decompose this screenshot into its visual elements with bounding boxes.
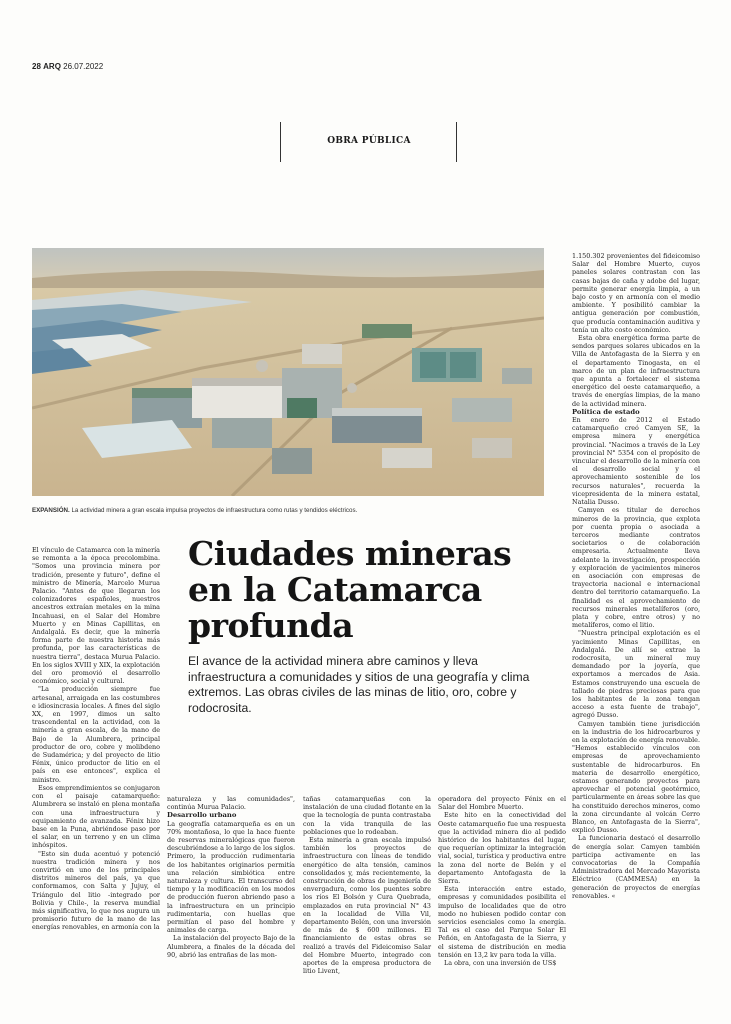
- paragraph: La geografía catamarqueña es en un 70% montañosa, lo que la hace fuente de reservas mineralógicas que fueron descubriéndose a lo largo de los siglos. Primero, la producción rudimentaria de los habitantes originarios permitía una relación simbiótica entre naturaleza y cultura. El transcurso del tiempo y la modificación en los modos de producción fueron abriendo paso a la infraestructura en un principio rudimentaria, con huellas que permitían el paso del hombre y animales de carga.: [167, 819, 295, 935]
- mine-aerial-photo: [32, 248, 544, 496]
- headline-line: en la Catamarca: [188, 570, 482, 609]
- headline: [188, 536, 548, 644]
- paragraph: "Nuestra principal explotación es el yacimiento Minas Capillitas, en Andalgalá. De allí se extrae la rodocrosita, un mineral muy demandado por la joyería, que exportamos a mercados de Asia. Estamos construyendo una escuela de tallado de piedras preciosas para que los habitantes de la zona tengan acceso a esta fuente de trabajo", agregó Dusso.: [572, 629, 700, 720]
- headline-line: Ciudades mineras: [188, 534, 512, 573]
- paragraph: naturaleza y las comunidades", continúa Murua Palacio.: [167, 795, 295, 812]
- paragraph: "La producción siempre fue artesanal, arraigada en las costumbres e idiosincrasia locales. A fines del siglo XX, en 1997, dimos un salto trascendental en la actividad, con la minería a gran escala, de la mano de Bajo de la Alumbrera, principal productor de oro, cobre y molibdeno de Sudamérica; y del proyecto de litio Fénix, único productor de litio en el país en ese entonces", explica el ministro.: [32, 685, 160, 784]
- paragraph: Esos emprendimientos se conjugaron con el paisaje catamarqueño: Alumbrera se instaló en plena montaña con una infraestructura y equipamiento de avanzada. Fénix hizo base en la Puna, abriéndose paso por el salar, en un terreno y en un clima inhóspitos.: [32, 783, 160, 850]
- paragraph: 1.150.302 provenientes del fideicomiso Salar del Hombre Muerto, cuyos paneles solares contrastan con las casas bajas de caña y adobe del lugar, permite generar energía limpia, a un bajo costo y en armonía con el medio ambiente. Y posibilitó cambiar la antigua generación por combustión, que producía contaminación auditiva y tenía un alto costo económico.: [572, 252, 700, 334]
- paragraph: Esta interacción entre estado, empresas y comunidades posibilita el impulso de localidades que de otro modo no hubiesen podido contar con servicios esenciales como la energía. Tal es el caso del Parque Solar El Peñón, en Antofagasta de la Sierra, y el sistema de distribución en media tensión en 13,2 kv para toda la villa.: [438, 885, 566, 959]
- page-header: [32, 62, 103, 71]
- subhead: Desarrollo urbano: [167, 811, 237, 820]
- paragraph: La obra, con una inversión de US$: [444, 959, 557, 968]
- caption-text: La actividad minera a gran escala impulsa proyectos de infraestructura como rutas y tendidos eléctricos.: [71, 507, 358, 514]
- paragraph: En enero de 2012 el Estado catamarqueño creó Camyen SE, la empresa minera y energética provincial. "Nacimos a través de la Ley provincial N° 5354 con el propósito de vincular el desarrollo de la minería con el desarrollo social y el aprovechamiento sostenible de los recursos naturales", recuerda la vicepresidenta de la minera estatal, Natalia Dusso.: [572, 416, 700, 507]
- headline-line: profunda: [188, 606, 354, 645]
- column-5: [572, 252, 700, 900]
- paragraph: La funcionaria destacó el desarrollo de energía solar. Camyen también participa activamente en las convocatorias de la Compañía Administradora del Mercado Mayorista Eléctrico (CAMMESA) en la generación de proyectos de energías renovables. «: [572, 834, 700, 900]
- paragraph: operadora del proyecto Fénix en el Salar del Hombre Muerto.: [438, 795, 566, 812]
- paragraph: Esta minería a gran escala impulsó también los proyectos de infraestructura con líneas de tendido energético de alta tensión, caminos consolidados y, más recientemente, la construcción de obras de ingeniería de envergadura, como los puentes sobre los ríos El Bolsón y Cura Quebrada, emplazados en ruta provincial N° 43 en la localidad de Villa Vil, departamento Belén, con una inversión de más de $ 600 millones. El financiamiento de estas obras se realizó a través del Fideicomiso Salar del Hombre Muerto, integrado con aportes de la empresa productora de litio Livent,: [303, 836, 431, 976]
- paragraph: tañas catamarqueñas con la instalación de una ciudad flotante en la que la tecnología de punta contrastaba con la vida tranquila de las poblaciones que lo rodeaban.: [303, 795, 431, 836]
- page-number: 28: [32, 62, 41, 71]
- photo-caption: [32, 507, 544, 514]
- paragraph: Camyen también tiene jurisdicción en la industria de los hidrocarburos y en la explotación de energía renovable. "Hemos establecido vínculos con empresas de aprovechamiento sustentable de hidrocarburos. En materia de desarrollo energético, estamos generando proyectos para aprovechar el potencial geotérmico, particularmente en áreas sobre las que ha constituido derechos mineros, como la zona circundante al volcán Cerro Blanco, en Antofagasta de la Sierra", explicó Dusso.: [572, 719, 700, 835]
- issue-date: 26.07.2022: [63, 62, 104, 71]
- column-2: [167, 795, 295, 959]
- subhead: Política de estado: [572, 407, 640, 416]
- section-label: OBRA PÚBLICA: [327, 136, 411, 146]
- lede: El avance de la actividad minera abre caminos y lleva infraestructura a comunidades y sitios de una geografía y clima extremos. Las obras civiles de las minas de litio, oro, cobre y rodocrosita.: [188, 654, 530, 715]
- paragraph: La instalación del proyecto Bajo de la Alumbrera, a finales de la década del 90, abrió las entrañas de las mon-: [167, 934, 295, 959]
- paragraph: Esta obra energética forma parte de sendos parques solares ubicados en la Villa de Antofagasta de la Sierra y en el departamento Tinogasta, en el marco de un plan de infraestructura que apunta a fortalecer el sistema energético del oeste catamarqueño, a través de energías limpias, de la mano de la actividad minera.: [572, 334, 700, 408]
- paragraph: "Esto sin duda acentuó y potenció nuestra tradición minera y nos convirtió en uno de los principales distritos mineros del país, ya que conformamos, con Salta y Jujuy, el Triángulo del litio -integrado por Bolivia y Chile-, la reserva mundial más significativa, lo que nos augura un promisorio futuro de la mano de las energías renovables, en armonía con la: [32, 849, 160, 932]
- section-name: ARQ: [43, 62, 61, 71]
- caption-tag: EXPANSIÓN.: [32, 507, 70, 514]
- column-3: [303, 795, 431, 975]
- paragraph: Este hito en la conectividad del Oeste catamarqueño fue una respuesta que la actividad minera dio al pedido histórico de los habitantes del lugar, que requerían optimizar la integración vial, social, turística y productiva entre la zona del norte de Belén y el departamento Antofagasta de la Sierra.: [438, 811, 566, 886]
- column-1: [32, 546, 160, 932]
- paragraph: El vínculo de Catamarca con la minería se remonta a la época precolombina. "Somos una provincia minera por tradición, presente y futuro", define el ministro de Minería, Marcelo Murua Palacio. "Antes de que llegaran los colonizadores españoles, nuestros ancestros extraían metales en la mina Incahuasi, en el Salar del Hombre Muerto y en Minas Capillitas, en Andalgalá. Es decir, que la minería forma parte de nuestra historia más profunda, por las características de nuestra tierra", destaca Murua Palacio. En los siglos XVIII y XIX, la explotación del oro promovió el desarrollo económico, social y cultural.: [32, 546, 160, 686]
- column-4: [438, 795, 566, 967]
- paragraph: Camyen es titular de derechos mineros de la provincia, que explota por cuenta propia o asociada a terceros mediante contratos societarios o de colaboración empresaria. Actualmente lleva adelante la investigación, prospección y exploración de yacimientos mineros en asociación con empresas de trayectoria nacional e internacional dentro del territorio catamarqueño. La finalidad es el aprovechamiento de recursos minerales metalíferos (oro, plata y cobre, entre otros) y no metalíferos, como el litio.: [572, 506, 700, 630]
